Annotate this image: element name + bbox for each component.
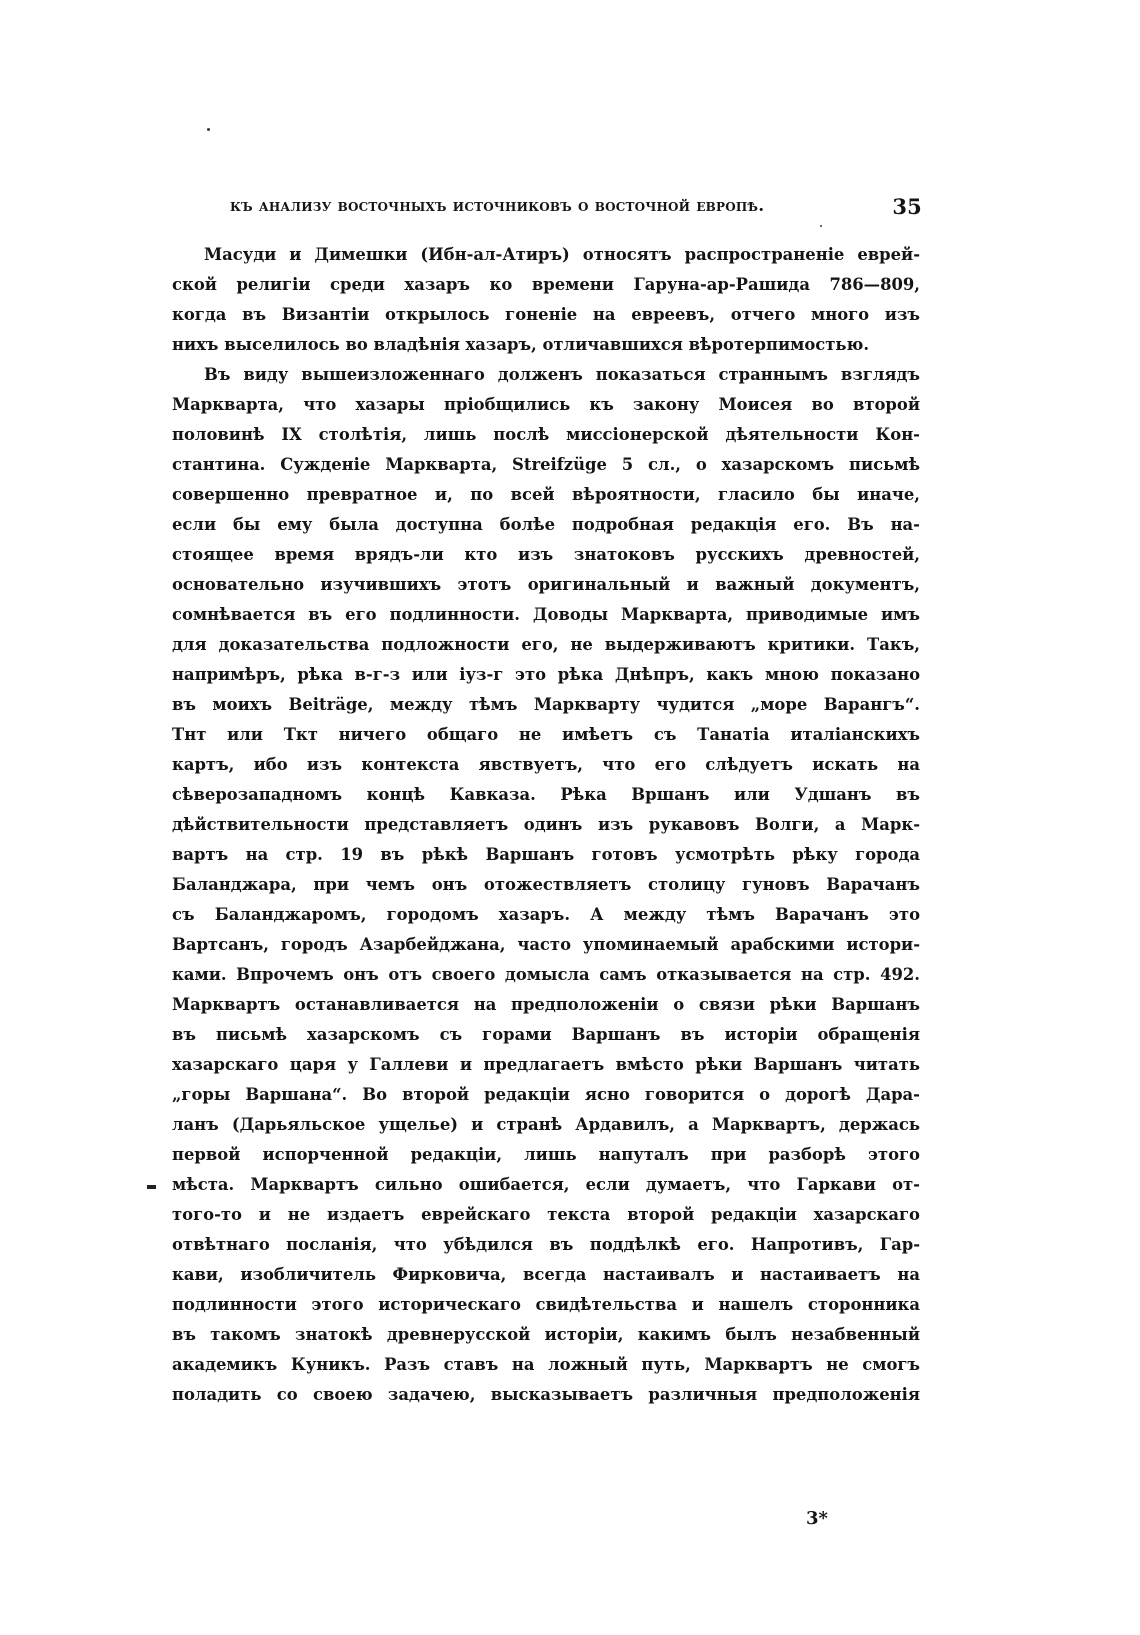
text-line: Марквартъ останавливается на предположеніи о связи рѣки Варшанъ: [172, 995, 920, 1014]
text-line: если бы ему была доступна болѣе подробная редакція его. Въ на-: [172, 515, 920, 534]
text-line: подлинности этого историческаго свидѣтельства и нашелъ сторонника: [172, 1295, 920, 1314]
text-line: отвѣтнаго посланія, что убѣдился въ поддѣлкѣ его. Напротивъ, Гар-: [172, 1235, 920, 1254]
text-line: стантина. Сужденіе Маркварта, Streifzüge 5 сл., о хазарскомъ письмѣ: [172, 455, 920, 474]
text-line: для доказательства подложности его, не выдерживаютъ критики. Такъ,: [172, 635, 920, 654]
text-line: хазарскаго царя у Галлеви и предлагаетъ вмѣсто рѣки Варшанъ читать: [172, 1055, 920, 1074]
text-line: напримѣръ, рѣка в-г-з или іуз-г это рѣка Днѣпръ, какъ мною показано: [172, 665, 920, 684]
text-line: Въ виду вышеизложеннаго долженъ показаться страннымъ взглядъ: [204, 365, 920, 384]
text-line: первой испорченной редакціи, лишь напуталъ при разборѣ этого: [172, 1145, 920, 1164]
page-number: 35: [892, 194, 922, 219]
text-line: въ моихъ Beiträge, между тѣмъ Маркварту чудится „море Варангъ“.: [172, 695, 920, 714]
text-line: академикъ Куникъ. Разъ ставъ на ложный путь, Марквартъ не смогъ: [172, 1355, 920, 1374]
text-line: основательно изучившихъ этотъ оригинальный и важный документъ,: [172, 575, 920, 594]
text-line: половинѣ IX столѣтія, лишь послѣ миссіонерской дѣятельности Кон-: [172, 425, 920, 444]
signature-mark: 3*: [806, 1508, 828, 1529]
text-line: нихъ выселилось во владѣнія хазаръ, отличавшихся вѣротерпимостью.: [172, 335, 870, 354]
text-line: дѣйствительности представляетъ одинъ изъ рукавовъ Волги, а Марк-: [172, 815, 920, 834]
text-line: того-то и не издаетъ еврейскаго текста второй редакціи хазарскаго: [172, 1205, 920, 1224]
text-line: картъ, ибо изъ контекста явствуетъ, что его слѣдуетъ искать на: [172, 755, 920, 774]
running-title: къ анализу восточныхъ источниковъ о восточной европѣ.: [230, 196, 765, 216]
text-line: совершенно превратное и, по всей вѣроятности, гласило бы иначе,: [172, 485, 920, 504]
text-line: „горы Варшана“. Во второй редакціи ясно говорится о дорогѣ Дара-: [172, 1085, 920, 1104]
body-text: [172, 240, 920, 1410]
text-line: стоящее время врядъ-ли кто изъ знатоковъ русскихъ древностей,: [172, 545, 920, 564]
text-line: Тнт или Ткт ничего общаго не имѣетъ съ Танатіа италіанскихъ: [172, 725, 920, 744]
margin-dash-mark: [147, 1185, 156, 1189]
text-line: ской религіи среди хазаръ ко времени Гаруна-ар-Рашида 786—809,: [172, 275, 920, 294]
text-line: кави, изобличитель Фирковича, всегда настаивалъ и настаиваетъ на: [172, 1265, 920, 1284]
text-line: Баланджара, при чемъ онъ отожествляетъ столицу гуновъ Варачанъ: [172, 875, 920, 894]
text-line: Маркварта, что хазары пріобщились къ закону Моисея во второй: [172, 395, 920, 414]
print-speck: [820, 225, 822, 227]
text-line: въ письмѣ хазарскомъ съ горами Варшанъ въ исторіи обращенія: [172, 1025, 920, 1044]
text-line: Масуди и Димешки (Ибн-ал-Атиръ) относятъ распространеніе еврей-: [204, 245, 920, 264]
text-line: ками. Впрочемъ онъ отъ своего домысла самъ отказывается на стр. 492.: [172, 965, 920, 984]
print-speck: [207, 128, 210, 131]
text-line: сѣверозападномъ концѣ Кавказа. Рѣка Вршанъ или Удшанъ въ: [172, 785, 920, 804]
text-line: съ Баланджаромъ, городомъ хазаръ. А между тѣмъ Варачанъ это: [172, 905, 920, 924]
text-line: сомнѣвается въ его подлинности. Доводы Маркварта, приводимые имъ: [172, 605, 920, 624]
running-header: [220, 194, 922, 224]
text-line: Вартсанъ, городъ Азарбейджана, часто упоминаемый арабскими истори-: [172, 935, 920, 954]
text-line: ланъ (Дарьяльское ущелье) и странѣ Ардавилъ, а Марквартъ, держась: [172, 1115, 920, 1134]
text-line: поладить со своею задачею, высказываетъ различныя предположенія: [172, 1385, 920, 1404]
text-line: въ такомъ знатокѣ древнерусской исторіи, какимъ былъ незабвенный: [172, 1325, 920, 1344]
text-line: когда въ Византіи открылось гоненіе на евреевъ, отчего много изъ: [172, 305, 920, 324]
text-line: вартъ на стр. 19 въ рѣкѣ Варшанъ готовъ усмотрѣть рѣку города: [172, 845, 920, 864]
text-line: мѣста. Марквартъ сильно ошибается, если думаетъ, что Гаркави от-: [172, 1175, 920, 1194]
